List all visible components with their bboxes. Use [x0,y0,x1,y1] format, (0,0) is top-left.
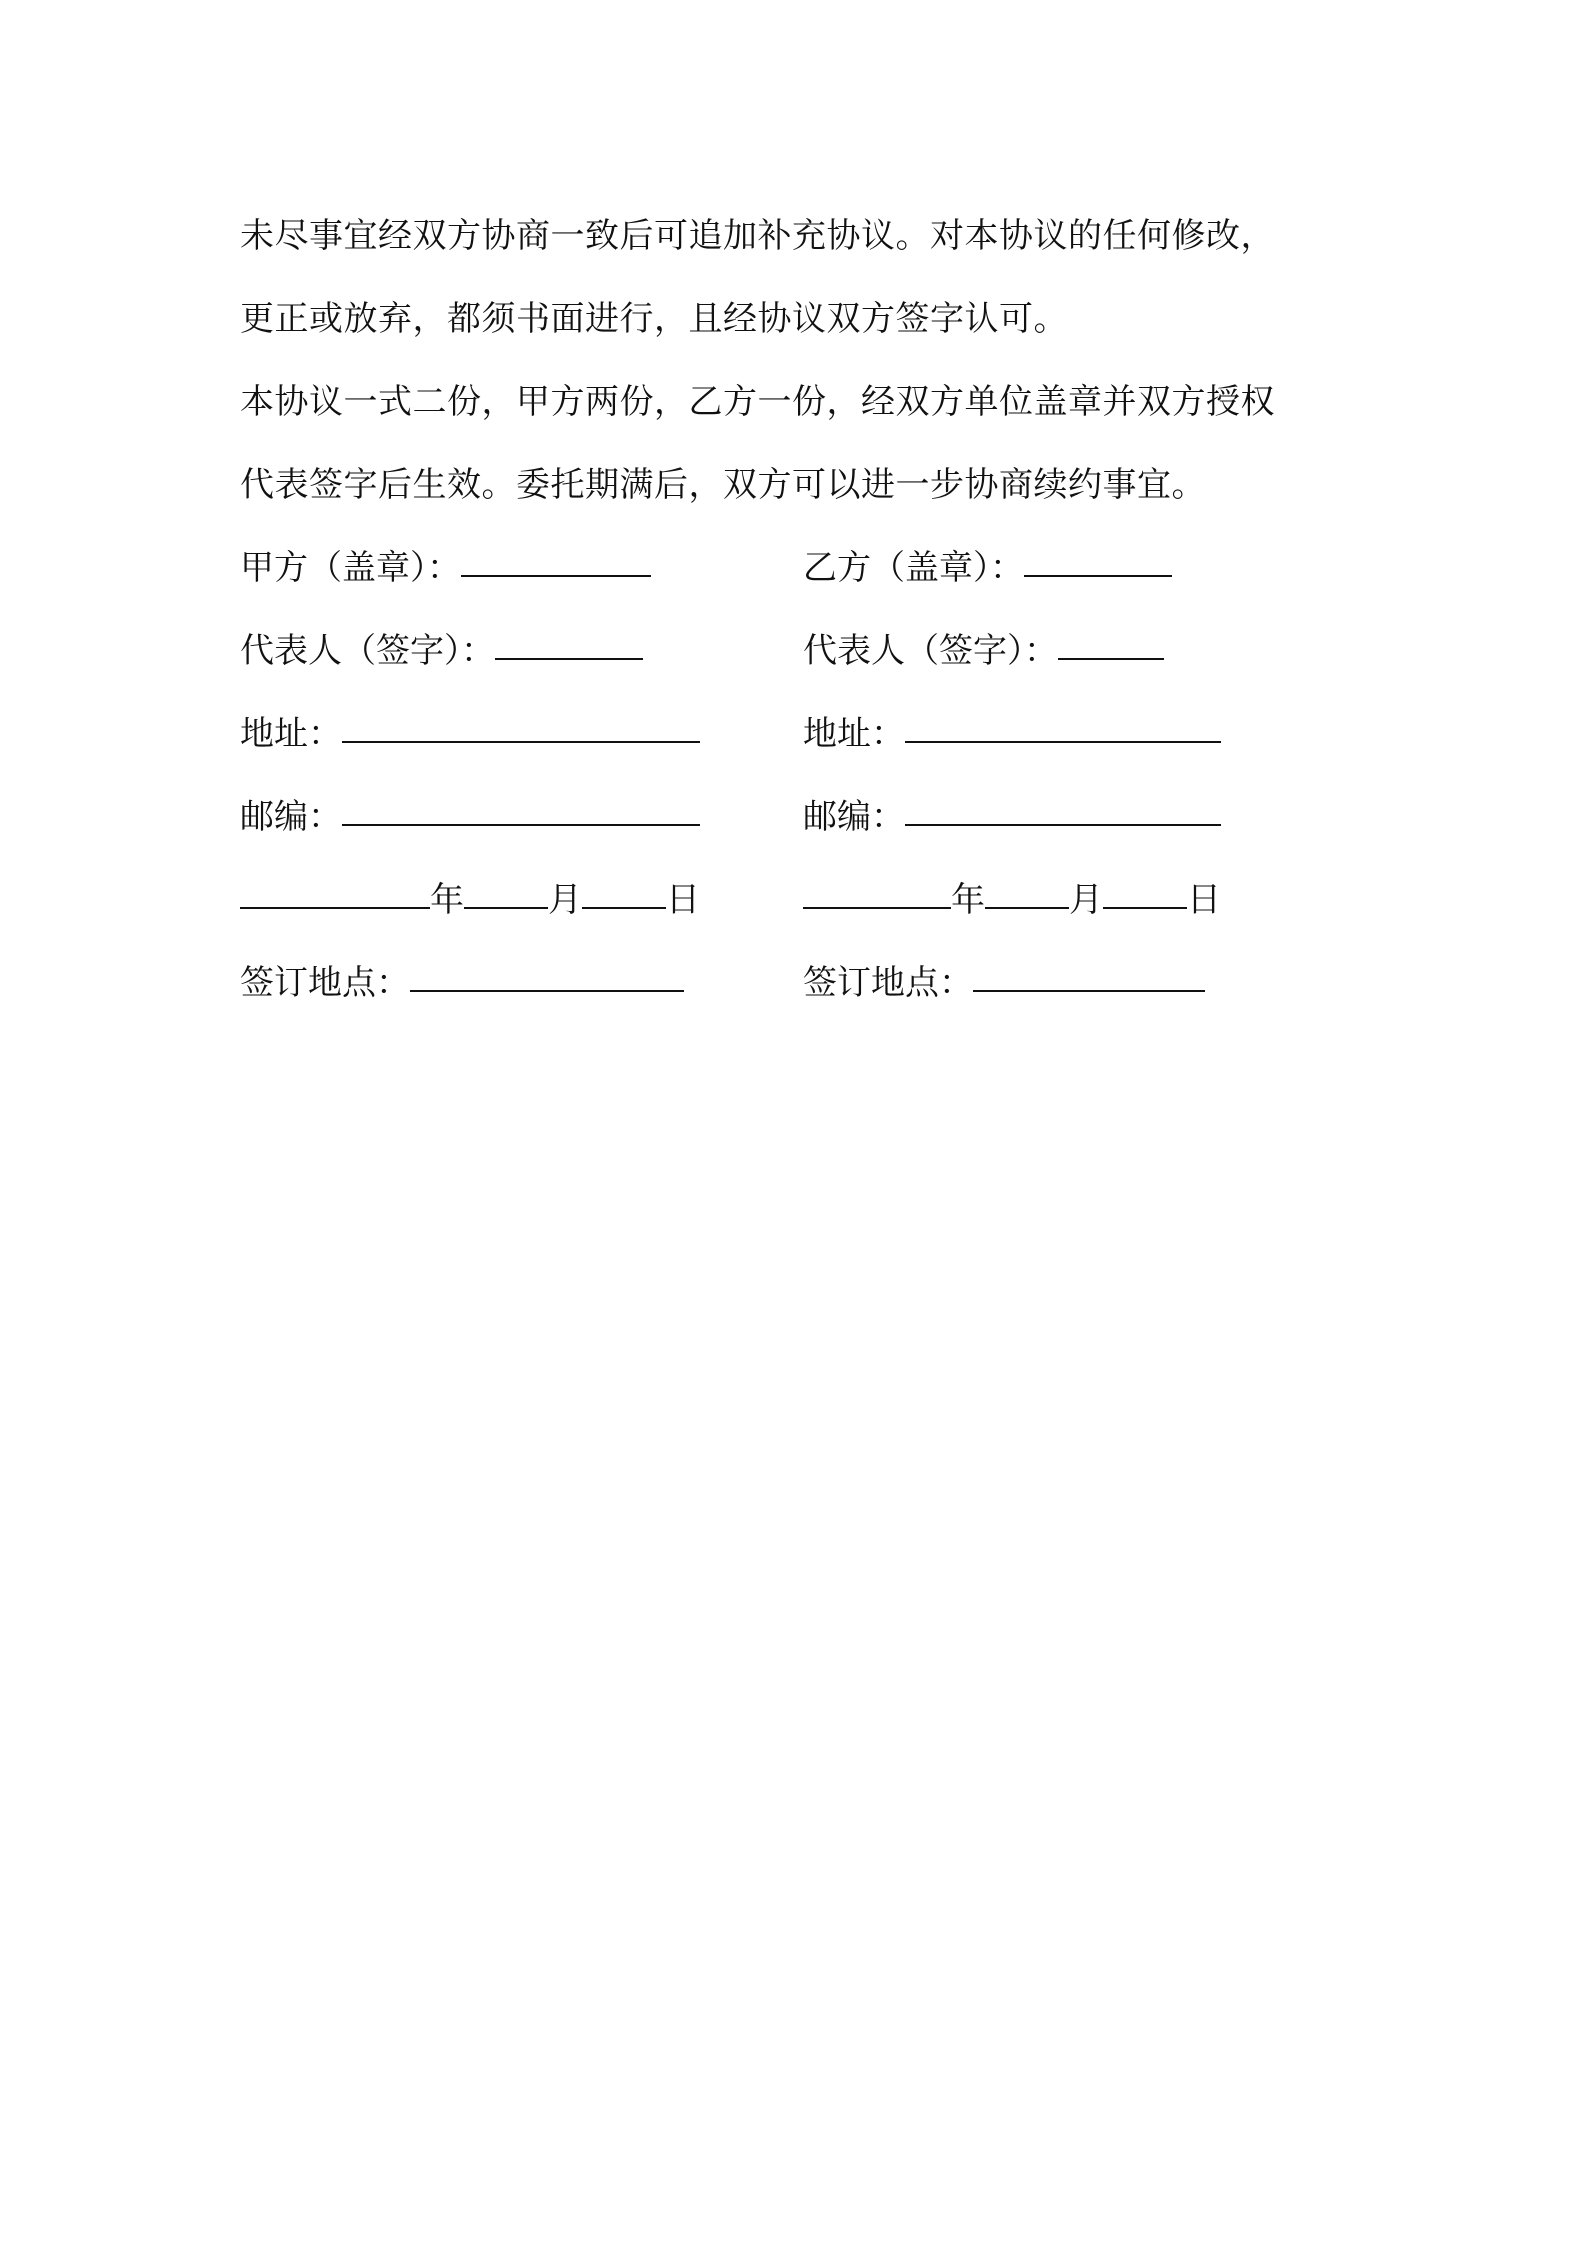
party-a-place-label: 签订地点： [240,963,410,1003]
party-b-month-blank[interactable] [985,906,1069,909]
party-b-day-blank[interactable] [1103,906,1187,909]
party-b-seal-label: 乙方（盖章）： [803,548,1024,588]
party-b-month-label: 月 [1069,880,1103,920]
party-a-postcode-blank[interactable] [342,823,700,826]
signing-place-row [240,942,1360,1025]
party-a-month-blank[interactable] [464,906,548,909]
party-b-place-blank[interactable] [973,989,1205,992]
paragraph-2-line-1: 本协议一式二份，甲方两份，乙方一份，经双方单位盖章并双方授权 [240,382,1275,422]
party-b-postcode-blank[interactable] [905,823,1221,826]
party-b-address-blank[interactable] [905,740,1221,743]
paragraph-2-line-2: 代表签字后生效。委托期满后，双方可以进一步协商续约事宜。 [240,465,1206,505]
party-a-seal-blank[interactable] [461,574,651,577]
party-a-day-blank[interactable] [582,906,666,909]
party-a-rep-blank[interactable] [495,657,643,660]
party-a-postcode [240,776,803,859]
paragraph-1-line-1: 未尽事宜经双方协商一致后可追加补充协议。对本协议的任何修改， [240,216,1275,256]
party-a-seal-label: 甲方（盖章）： [240,548,461,588]
representative-row [240,610,1360,693]
party-a-representative [240,610,803,693]
party-b-rep-label: 代表人（签字）： [803,631,1058,671]
party-a-address [240,693,803,776]
party-a-date [240,859,803,942]
party-a-address-label: 地址： [240,714,342,754]
party-b-year-blank[interactable] [803,906,951,909]
party-a-year-blank[interactable] [240,906,430,909]
party-b-address [803,693,1360,776]
party-b-signing-place [803,942,1360,1025]
date-row [240,859,1360,942]
party-b-address-label: 地址： [803,714,905,754]
party-b-seal-blank[interactable] [1024,574,1172,577]
party-a-address-blank[interactable] [342,740,700,743]
paragraph-1-line-2: 更正或放弃，都须书面进行，且经协议双方签字认可。 [240,299,1068,339]
address-row [240,693,1360,776]
party-a-place-blank[interactable] [410,989,684,992]
party-b-rep-blank[interactable] [1058,657,1164,660]
party-a-day-label: 日 [666,880,700,920]
party-a-rep-label: 代表人（签字）： [240,631,495,671]
party-b-representative [803,610,1360,693]
party-a-year-label: 年 [430,880,464,920]
party-b-day-label: 日 [1187,880,1221,920]
seal-row [240,527,1360,610]
party-b-seal [803,527,1360,610]
party-a-postcode-label: 邮编： [240,797,342,837]
party-a-month-label: 月 [548,880,582,920]
party-b-date [803,859,1360,942]
postcode-row [240,776,1360,859]
party-b-place-label: 签订地点： [803,963,973,1003]
document-content [240,195,1360,1025]
party-a-seal [240,527,803,610]
party-b-postcode-label: 邮编： [803,797,905,837]
party-b-year-label: 年 [951,880,985,920]
party-b-postcode [803,776,1360,859]
party-a-signing-place [240,942,803,1025]
